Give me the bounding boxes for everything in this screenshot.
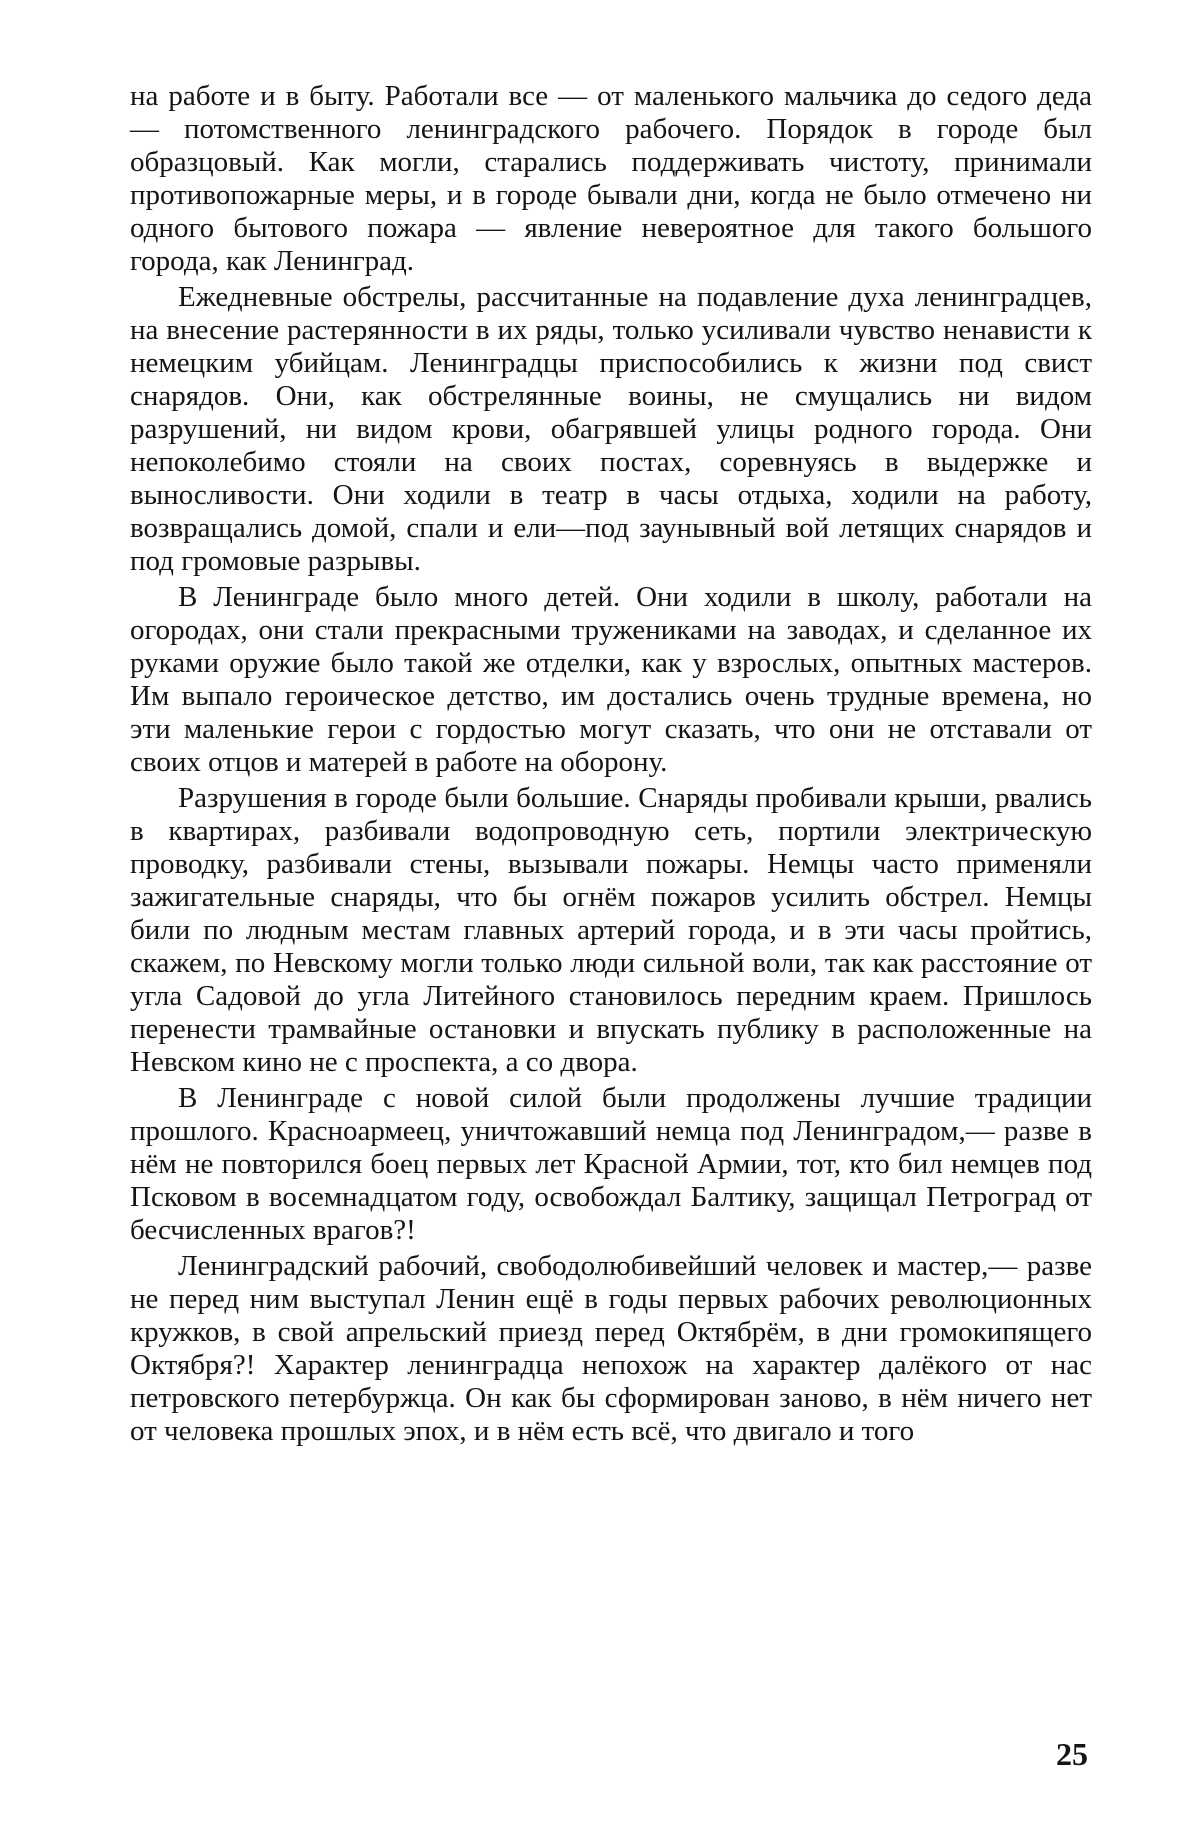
paragraph-continued: на работе и в быту. Работали все — от маленького мальчика до седого деда — потомственного ленинградского рабочего. Порядок в городе был образцовый. Как могли, старались поддерживать чистоту, принимали противопожарные меры, и в городе бывали дни, когда не было отмечено ни одного бытового пожара — явление невероятное для такого большого города, как Ленинград. — [130, 80, 1092, 278]
page-number: 25 — [1056, 1736, 1088, 1773]
body-text — [130, 80, 1092, 1451]
paragraph: Ленинградский рабочий, свободолюбивейший человек и мастер,— разве не перед ним выступал Ленин ещё в годы первых рабочих революционных кружков, в свой апрельский приезд перед Октябрём, в дни громокипящего Октября?! Характер ленинградца непохож на характер далёкого от нас петровского петербуржца. Он как бы сформирован заново, в нём ничего нет от человека прошлых эпох, и в нём есть всё, что двигало и того — [130, 1250, 1092, 1448]
book-page — [0, 0, 1200, 1838]
paragraph: Ежедневные обстрелы, рассчитанные на подавление духа ленинградцев, на внесение растерянности в их ряды, только усиливали чувство ненависти к немецким убийцам. Ленинградцы приспособились к жизни под свист снарядов. Они, как обстрелянные воины, не смущались ни видом разрушений, ни видом крови, обагрявшей улицы родного города. Они непоколебимо стояли на своих постах, соревнуясь в выдержке и выносливости. Они ходили в театр в часы отдыха, ходили на работу, возвращались домой, спали и ели—под заунывный вой летящих снарядов и под громовые разрывы. — [130, 281, 1092, 578]
paragraph: В Ленинграде было много детей. Они ходили в школу, работали на огородах, они стали прекрасными тружениками на заводах, и сделанное их руками оружие было такой же отделки, как у взрослых, опытных мастеров. Им выпало героическое детство, им достались очень трудные времена, но эти маленькие герои с гордостью могут сказать, что они не отставали от своих отцов и матерей в работе на оборону. — [130, 581, 1092, 779]
paragraph: Разрушения в городе были большие. Снаряды пробивали крыши, рвались в квартирах, разбивали водопроводную сеть, портили электрическую проводку, разбивали стены, вызывали пожары. Немцы часто применяли зажигательные снаряды, что бы огнём пожаров усилить обстрел. Немцы били по людным местам главных артерий города, и в эти часы пройтись, скажем, по Невскому могли только люди сильной воли, так как расстояние от угла Садовой до угла Литейного становилось передним краем. Пришлось перенести трамвайные остановки и впускать публику в расположенные на Невском кино не с проспекта, а со двора. — [130, 782, 1092, 1079]
paragraph: В Ленинграде с новой силой были продолжены лучшие традиции прошлого. Красноармеец, уничтожавший немца под Ленинградом,— разве в нём не повторился боец первых лет Красной Армии, тот, кто бил немцев под Псковом в восемнадцатом году, освобождал Балтику, защищал Петроград от бесчисленных врагов?! — [130, 1082, 1092, 1247]
